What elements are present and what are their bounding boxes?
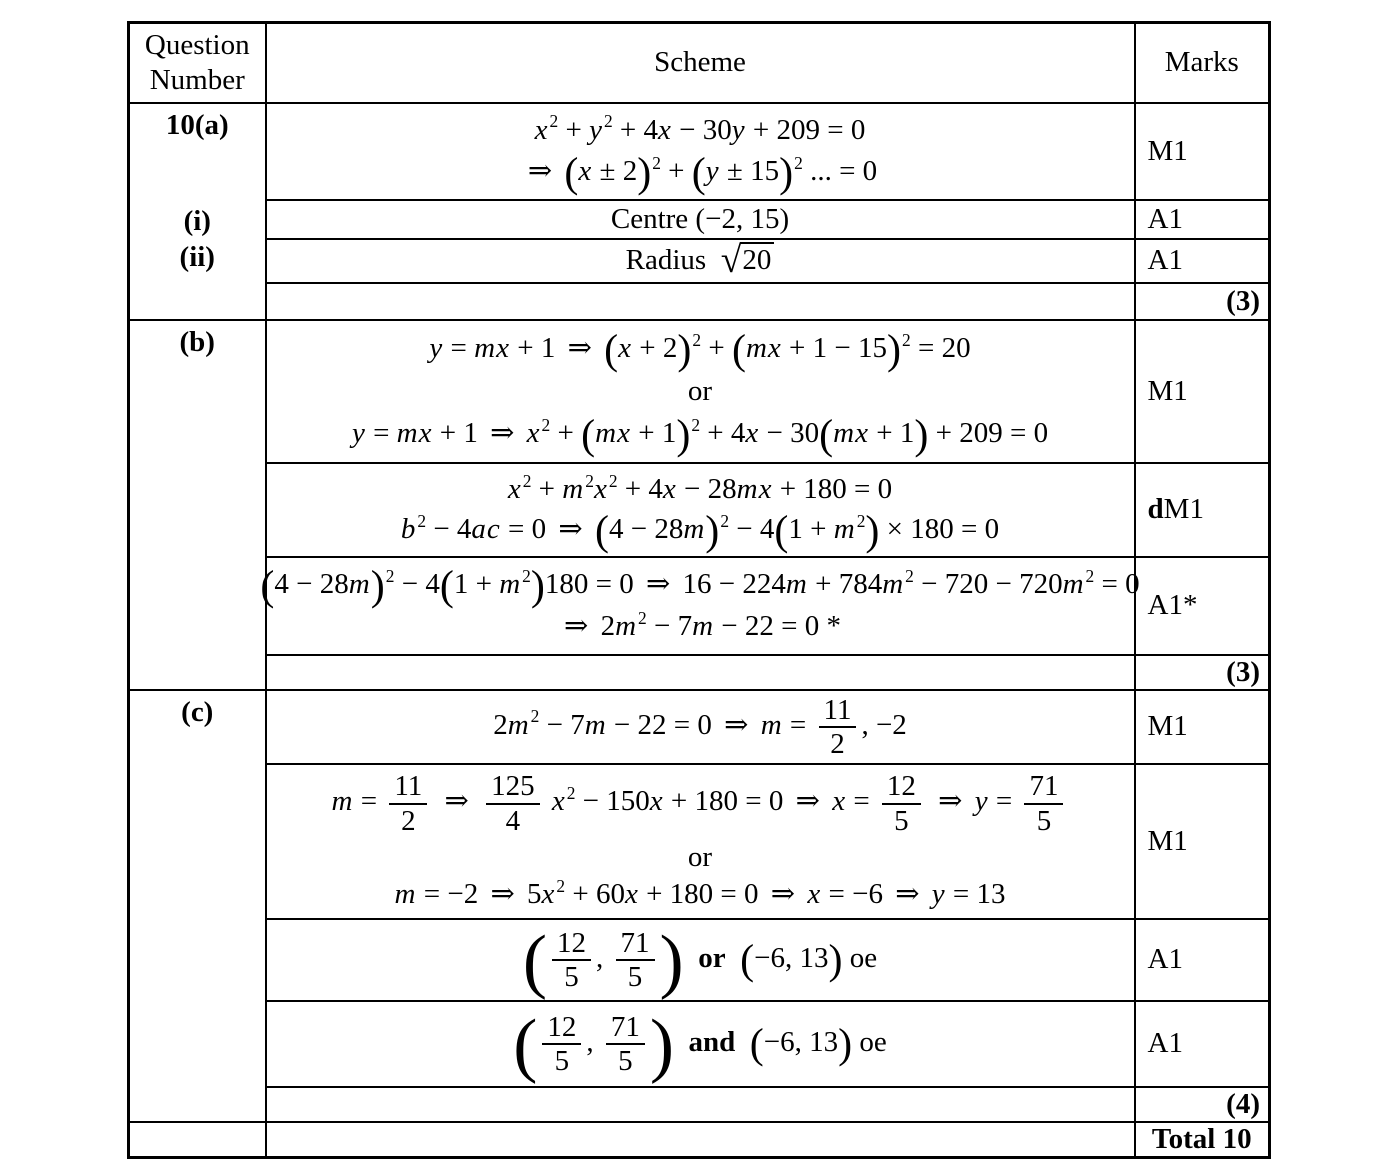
question-label: 10(a) [165,108,229,141]
scheme-cell [266,463,1135,557]
scheme-cell [266,690,1135,764]
question-sublabel: (ii) [179,240,215,273]
table-header [129,23,1270,103]
scheme-line: or [687,374,713,407]
table-body [129,103,1270,1158]
scheme-lines [273,767,1128,916]
table-row [129,320,1270,463]
scheme-lines [273,466,1128,554]
scheme-lines [273,918,1128,1000]
scheme-cell [266,1087,1135,1122]
question-label: (c) [181,695,214,728]
scheme-lines [273,239,1128,282]
scheme-cell [260,557,1140,655]
scheme-cell [266,655,1135,690]
marks-cell: A1 [1135,1001,1270,1087]
scheme-lines [273,693,1128,761]
scheme-line: Radius √20 [626,244,775,277]
question-cell-content [130,321,265,683]
scheme-line: $(4 - 28m)^2 - 4(1 + m$ $^2$)180 = 0 ⇒ 16 − 224m + 784m $^2$ − 720 − 720m $^2$ = 0 [260,563,1140,610]
marks-cell: A1 [1135,200,1270,239]
header-marks: Marks [1135,23,1270,103]
marks-cell: M1 [1135,690,1270,764]
scheme-line: x $^2$ + y $^2$ + 4x − 30y + 209 = 0 [534,111,866,146]
table-row [129,690,1270,764]
marks-cell: A1 [1135,919,1270,1001]
subtotal-cell: (4) [1135,1087,1270,1122]
scheme-lines [273,323,1128,460]
scheme-cell [266,1001,1135,1087]
question-cell-content [130,104,265,310]
scheme-line: ( $\frac{12}{5}$ , $\frac{71}{5}$ ) or (−6, 13) oe [522,918,878,1000]
scheme-cell [266,103,1135,200]
table-row [129,463,1270,557]
table-row [129,764,1270,919]
scheme-cell [266,200,1135,239]
question-label: (b) [179,325,215,358]
total-row [129,1122,1270,1158]
subtotal-cell: (3) [1135,283,1270,320]
scheme-cell [266,1122,1135,1158]
scheme-lines [273,106,1128,197]
table-row [129,655,1270,690]
scheme-line: ⇒ $(x \pm 2)^2 + (y \pm 15)^2$ ... = 0 [527,150,878,197]
scheme-line: or [687,840,713,873]
scheme-cell [266,283,1135,320]
scheme-cell [266,764,1135,919]
question-number-cell [129,1122,266,1158]
subtotal-cell: (3) [1135,655,1270,690]
marks-cell: M1 [1135,764,1270,919]
table-row [129,239,1270,283]
question-cell-content [130,691,265,1113]
scheme-line: 2m $^2$ − 7m − 22 = 0 ⇒ m = $\frac{11}{2}$ , −2 [493,693,907,760]
scheme-lines [260,560,1140,652]
scheme-line: ( $\frac{12}{5}$ , $\frac{71}{5}$ ) and (−6, 13) oe [513,1002,887,1084]
total-marks-cell: Total 10 [1135,1122,1270,1158]
header-question-number: Question Number [129,23,266,103]
scheme-line: y = mx + 1 ⇒ x $^2$ + (mx + 1)$^2$ + 4x − 30(mx + 1) + 209 = 0 [351,412,1049,459]
table-row [129,1001,1270,1087]
scheme-line: x $^2$ + m $^2$x $^2$ + 4x − 28mx + 180 = 0 [507,470,893,506]
marks-cell: dM1 [1135,463,1270,557]
question-number-cell [129,320,266,690]
table-row [129,200,1270,239]
header-scheme: Scheme [266,23,1135,103]
marks-cell: M1 [1135,103,1270,200]
scheme-cell [266,919,1135,1001]
marks-cell: M1 [1135,320,1270,463]
scheme-line: Centre (−2, 15) [610,202,790,235]
marks-cell: A1 [1135,239,1270,283]
scheme-line: ⇒ 2m $^2$ − 7m − 22 = 0 * [564,607,841,643]
scheme-line: m = −2 ⇒ 5x $^2$ + 60x + 180 = 0 ⇒ x = −6 ⇒ y = 13 [394,875,1006,911]
question-sublabel: (i) [183,204,211,237]
scheme-lines [273,203,1128,236]
scheme-cell [266,239,1135,283]
scheme-line: m = $\frac{11}{2}$ ⇒ $\frac{125}{4}$ x $^2$ − 150x + 180 = 0 ⇒ x = $\frac{12}{5}$ ⇒ y = $\frac{71}{5}$ [332,771,1069,836]
table-row [129,557,1270,655]
table-row [129,283,1270,320]
marks-cell: A1* [1135,557,1270,655]
question-number-cell [129,103,266,320]
header-row [129,23,1270,103]
scheme-line: y = mx + 1 ⇒ $(x + 2)^2 + (mx + 1 - 15)^2 = 20$ [429,327,971,374]
scheme-cell [266,320,1135,463]
table-row [129,103,1270,200]
scheme-lines [273,1004,1128,1084]
mark-scheme-table [127,21,1271,1159]
question-number-cell [129,690,266,1122]
scheme-line: b $^2$ − 4ac = 0 ⇒ $(4 - 28m)^2 - 4(1 + m$ $^2$) × 180 = 0 [400,508,1000,555]
table-row [129,919,1270,1001]
table-row [129,1087,1270,1122]
